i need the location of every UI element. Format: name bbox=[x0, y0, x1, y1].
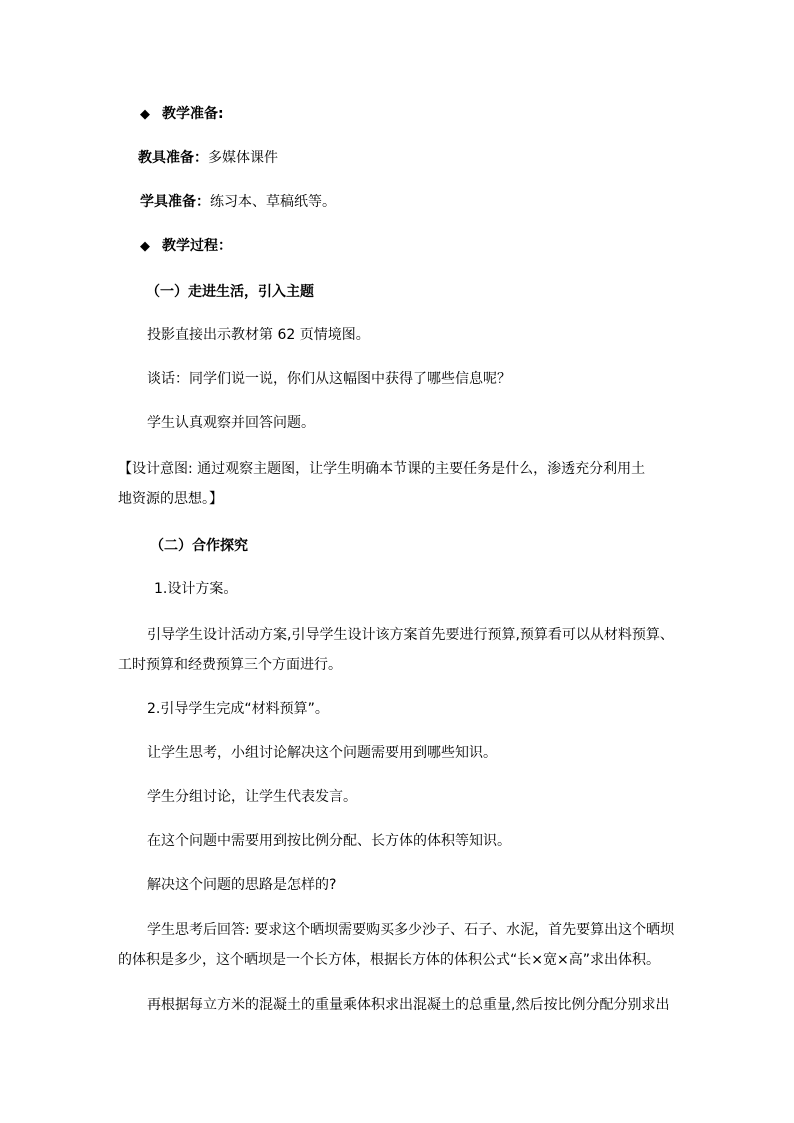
paragraph-8: 在这个问题中需要用到按比例分配、长方体的体积等知识。 bbox=[147, 833, 511, 849]
teacher-tools-value: 多媒体课件 bbox=[208, 150, 278, 166]
teacher-tools-label: 教具准备： bbox=[138, 150, 208, 166]
section-1-title: （一）走进生活，引入主题 bbox=[146, 284, 314, 300]
item-2: 2.引导学生完成“材料预算”。 bbox=[147, 701, 329, 717]
student-tools-line bbox=[140, 193, 336, 211]
design-intent-line-2: 地资源的思想。】 bbox=[118, 491, 223, 507]
diamond-bullet-icon: ◆ bbox=[140, 239, 150, 254]
paragraph-3: 学生认真观察并回答问题。 bbox=[147, 415, 315, 431]
diamond-bullet-icon: ◆ bbox=[140, 107, 150, 122]
student-tools-value: 练习本、草稿纸等。 bbox=[210, 194, 336, 210]
design-intent-line-1: 【设计意图: 通过观察主题图，让学生明确本节课的主要任务是什么，渗透充分利用土 bbox=[118, 461, 646, 477]
paragraph-6: 让学生思考，小组讨论解决这个问题需要用到哪些知识。 bbox=[147, 745, 497, 761]
student-tools-label: 学具准备： bbox=[140, 194, 210, 210]
item-1: 1.设计方案。 bbox=[154, 581, 238, 597]
paragraph-7: 学生分组讨论，让学生代表发言。 bbox=[147, 789, 357, 805]
paragraph-10-line-2: 的体积是多少，这个晒坝是一个长方体，根据长方体的体积公式“长×宽×高”求出体积。 bbox=[118, 952, 660, 968]
paragraph-10-line-1: 学生思考后回答: 要求这个晒坝需要购买多少沙子、石子、水泥，首先要算出这个晒坝 bbox=[147, 922, 675, 938]
section-2-title: （二）合作探究 bbox=[150, 538, 248, 554]
paragraph-2: 谈话：同学们说一说，你们从这幅图中获得了哪些信息呢？ bbox=[147, 371, 511, 387]
process-heading bbox=[140, 237, 232, 256]
process-heading-text: 教学过程： bbox=[162, 238, 232, 254]
paragraph-5-line-2: 工时预算和经费预算三个方面进行。 bbox=[118, 657, 342, 673]
paragraph-11-line-1: 再根据每立方米的混凝土的重量乘体积求出混凝土的总重量,然后按比例分配分别求出 bbox=[147, 997, 670, 1013]
paragraph-5-line-1: 引导学生设计活动方案,引导学生设计该方案首先要进行预算,预算看可以从材料预算、 bbox=[147, 627, 674, 643]
paragraph-1: 投影直接出示教材第 62 页情境图。 bbox=[147, 327, 370, 343]
paragraph-9: 解决这个问题的思路是怎样的? bbox=[147, 877, 337, 893]
teacher-tools-line bbox=[138, 149, 278, 167]
prep-heading-text: 教学准备: bbox=[162, 106, 224, 122]
prep-heading bbox=[140, 105, 224, 124]
